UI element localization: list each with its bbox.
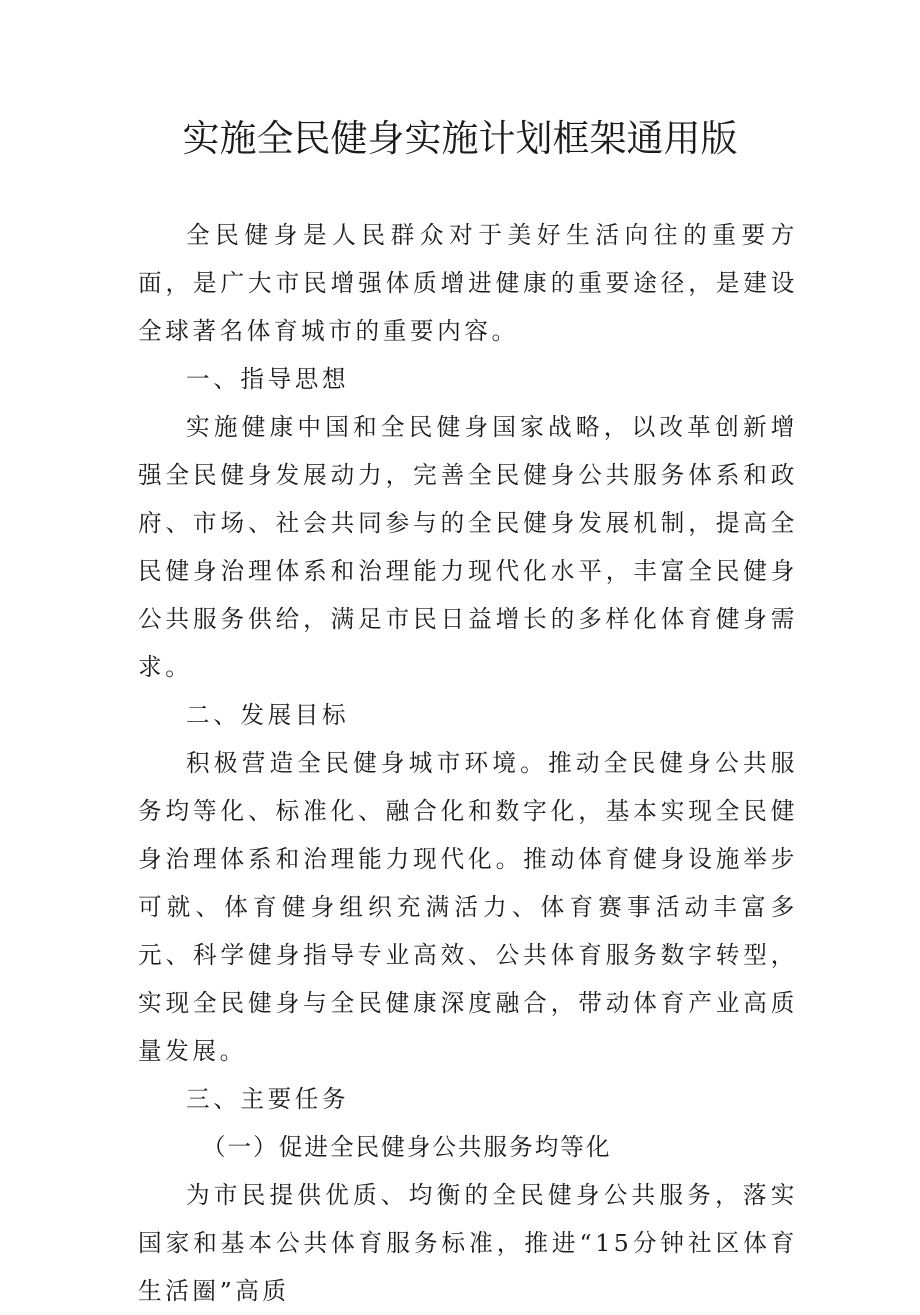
section-paragraph-main-tasks: 为市民提供优质、均衡的全民健身公共服务，落实国家和基本公共体育服务标准，推进“15分钟社区体育生活圈”高质 bbox=[138, 1181, 798, 1305]
intro-paragraph: 全民健身是人民群众对于美好生活向往的重要方面，是广大市民增强体质增进健康的重要途径，是建设全球著名体育城市的重要内容。 bbox=[138, 221, 798, 345]
section-paragraph-guiding-ideology: 实施健康中国和全民健身国家战略，以改革创新增强全民健身发展动力，完善全民健身公共服务体系和政府、市场、社会共同参与的全民健身发展机制，提高全民健身治理体系和治理能力现代化水平，丰富全民健身公共服务供给，满足市民日益增长的多样化体育健身需求。 bbox=[138, 413, 798, 681]
document-body bbox=[138, 211, 798, 1315]
subsection-heading-equalization: （一）促进全民健身公共服务均等化 bbox=[202, 1133, 612, 1161]
document-title: 实施全民健身实施计划框架通用版 bbox=[182, 117, 738, 160]
section-heading-guiding-ideology: 一、指导思想 bbox=[186, 365, 350, 393]
section-paragraph-development-goals: 积极营造全民健身城市环境。推动全民健身公共服务均等化、标准化、融合化和数字化，基本实现全民健身治理体系和治理能力现代化。推动体育健身设施举步可就、体育健身组织充满活力、体育赛事活动丰富多元、科学健身指导专业高效、公共体育服务数字转型，实现全民健身与全民健康深度融合，带动体育产业高质量发展。 bbox=[138, 749, 798, 1065]
section-heading-development-goals: 二、发展目标 bbox=[186, 701, 350, 729]
section-heading-main-tasks: 三、主要任务 bbox=[186, 1085, 350, 1113]
